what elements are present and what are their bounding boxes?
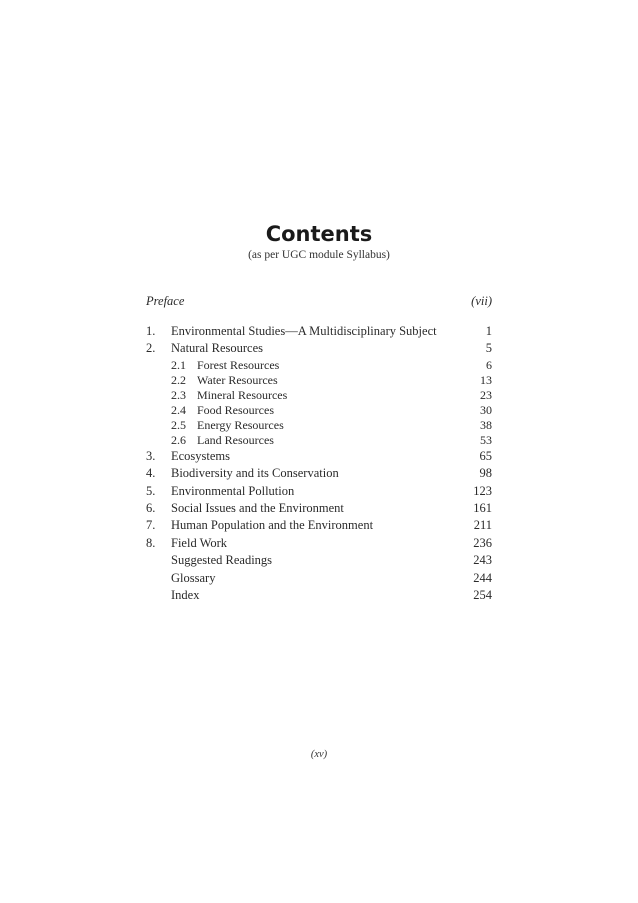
- toc-subentry-title: Land Resources: [197, 433, 274, 447]
- toc-subentry-title: Food Resources: [197, 403, 274, 417]
- toc-entry-page: 5: [485, 341, 492, 355]
- toc-entry-number: 3.: [146, 449, 156, 463]
- toc-entry: [146, 483, 492, 499]
- toc-subentry-title: Mineral Resources: [197, 388, 288, 402]
- toc-entry-title: Social Issues and the Environment: [171, 501, 344, 515]
- toc-subentry: [146, 418, 492, 432]
- toc-entry-title: Index: [171, 588, 200, 602]
- toc-subentry-number: 2.5: [171, 418, 186, 432]
- toc-subentry: [146, 403, 492, 417]
- toc-entry-page: 1: [485, 324, 492, 338]
- toc-entry: [146, 500, 492, 516]
- page-number-footer: (xv): [310, 749, 328, 760]
- toc-entry-number: 4.: [146, 466, 156, 480]
- toc-subentry-page: 13: [480, 373, 492, 387]
- toc-entry-title: Natural Resources: [171, 341, 263, 355]
- toc-entry: [146, 448, 492, 464]
- toc-entry-number: 7.: [146, 518, 156, 532]
- toc-entry-title: Biodiversity and its Conservation: [171, 466, 339, 480]
- toc-preface: [146, 293, 492, 309]
- toc-entry-title: Human Population and the Environment: [171, 518, 374, 532]
- toc-entry-number: 2.: [146, 341, 156, 355]
- toc-entry-page: 244: [473, 571, 492, 585]
- toc-entry-number: 8.: [146, 536, 156, 550]
- toc-subentry-page: 6: [486, 358, 492, 372]
- toc-entry-page: 211: [473, 518, 492, 532]
- toc-entry-title: Environmental Pollution: [171, 484, 295, 498]
- toc-entry-title: Suggested Readings: [171, 553, 273, 567]
- toc-entry-page: 254: [473, 588, 492, 602]
- toc-entry-page: 236: [473, 536, 492, 550]
- toc-subentry-page: 53: [480, 433, 492, 447]
- toc-entry-title: Ecosystems: [171, 449, 231, 463]
- toc-preface-label: Preface: [146, 294, 185, 308]
- toc-entry-page: 161: [473, 501, 492, 515]
- toc-subentry-number: 2.4: [171, 403, 186, 417]
- toc-entry-page: 243: [473, 553, 492, 567]
- toc-entry-number: 1.: [146, 324, 156, 338]
- toc-entry-number: 6.: [146, 501, 156, 515]
- toc-entry-page: 123: [473, 484, 492, 498]
- toc-entry: [146, 535, 492, 551]
- toc-entry: [146, 340, 492, 356]
- toc-entry-title: Field Work: [171, 536, 228, 550]
- toc-entry: [146, 323, 492, 339]
- toc-entry: [146, 465, 492, 481]
- toc-entry: [146, 587, 492, 603]
- toc-entry-title: Environmental Studies—A Multidisciplinary Subject: [171, 324, 437, 338]
- toc-subentry-page: 38: [480, 418, 492, 432]
- toc-subentry-number: 2.1: [171, 358, 186, 372]
- toc-subentry-title: Energy Resources: [197, 418, 284, 432]
- toc-entry-title: Glossary: [171, 571, 216, 585]
- toc-subentry-page: 23: [480, 388, 492, 402]
- toc-entry-page: 65: [479, 449, 492, 463]
- toc-subentry-title: Water Resources: [197, 373, 278, 387]
- page-title: Contents: [265, 222, 373, 246]
- page-subtitle: (as per UGC module Syllabus): [248, 249, 390, 261]
- toc-subentry-page: 30: [480, 403, 492, 417]
- toc-entry: [146, 570, 492, 586]
- toc-subentry: [146, 388, 492, 402]
- toc-subentry-number: 2.2: [171, 373, 186, 387]
- toc-preface-page: (vii): [471, 294, 492, 308]
- toc-entry-page: 98: [479, 466, 492, 480]
- toc-entry: [146, 517, 492, 533]
- toc-subentry: [146, 373, 492, 387]
- toc-entry: [146, 552, 492, 568]
- toc-subentry-title: Forest Resources: [197, 358, 280, 372]
- toc-entry-number: 5.: [146, 484, 156, 498]
- toc-subentry: [146, 433, 492, 447]
- toc-subentry: [146, 358, 492, 372]
- toc-subentry-number: 2.3: [171, 388, 186, 402]
- toc-subentry-number: 2.6: [171, 433, 186, 447]
